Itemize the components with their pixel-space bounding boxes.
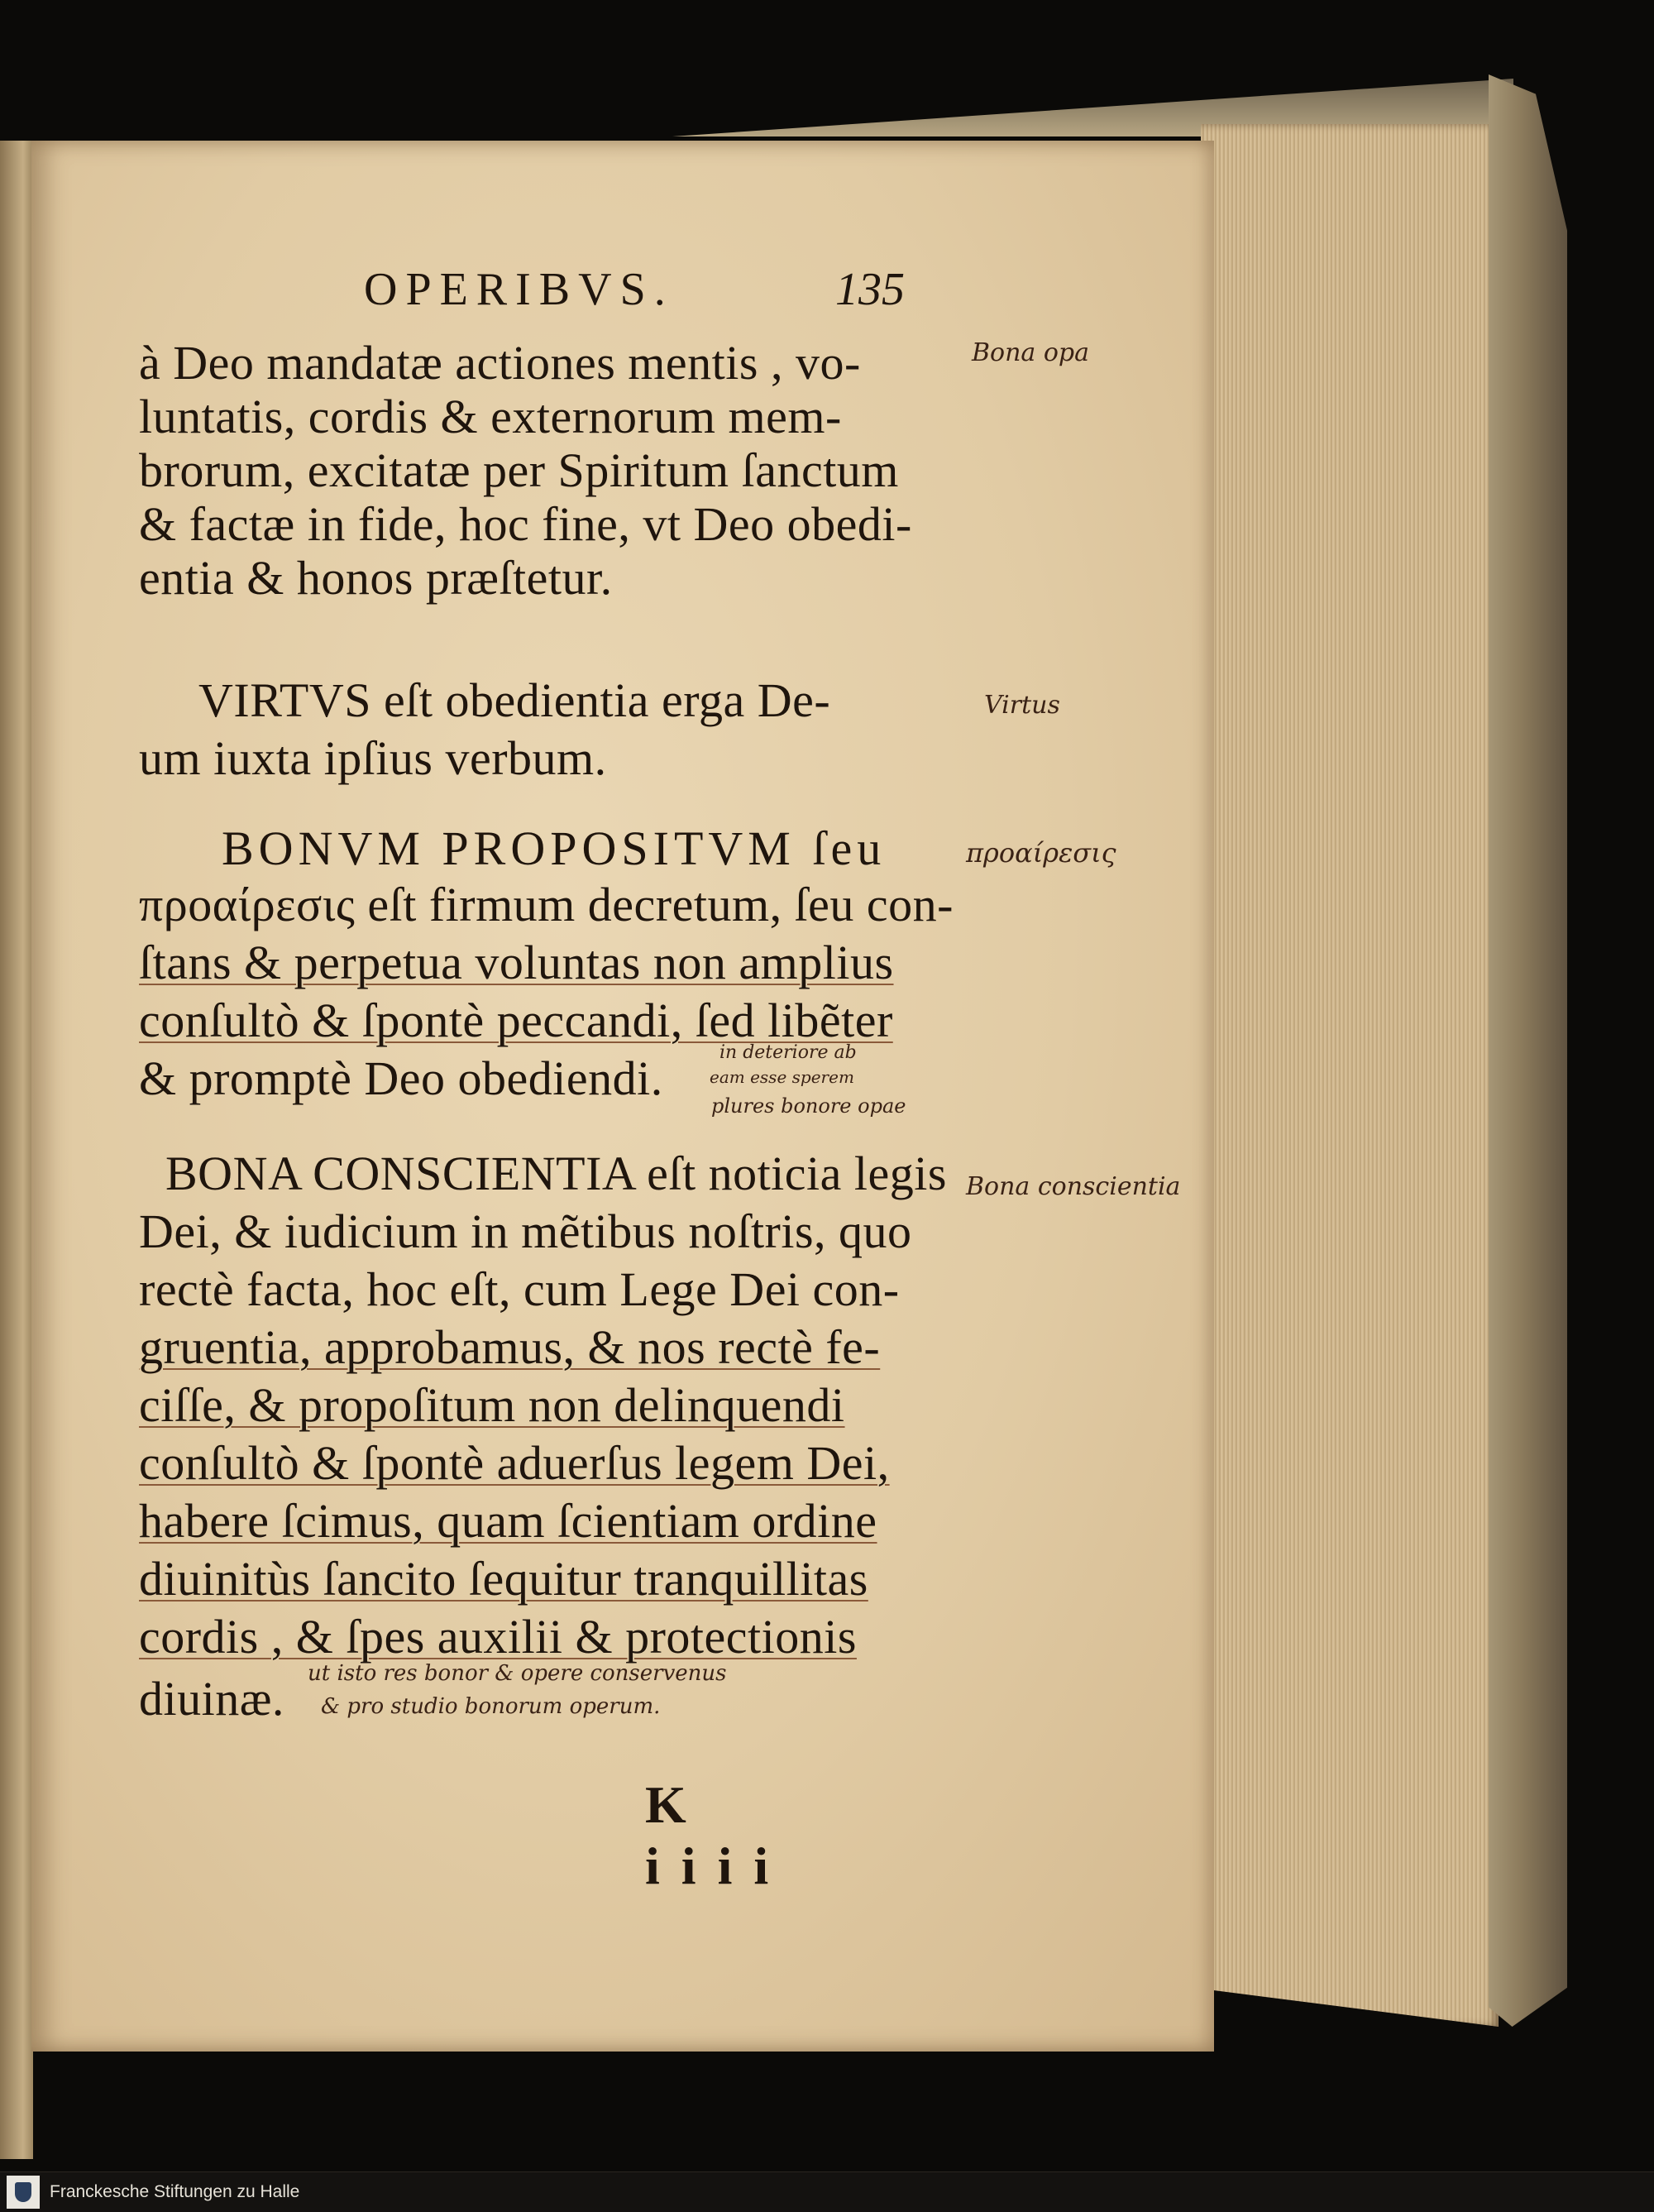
body-line: diuinæ. [139, 1672, 284, 1726]
body-line: conſultò & ſpontè aduerſus legem Dei, [139, 1436, 890, 1490]
body-line: diuinitùs ſancito ſequitur tranquillitas [139, 1552, 868, 1606]
body-line: & factæ in fide, hoc fine, vt Deo obedi- [139, 497, 912, 551]
body-line: cordis , & ſpes auxilii & protectionis [139, 1610, 857, 1664]
page-number: 135 [835, 264, 905, 315]
footer-bar [0, 2171, 1654, 2212]
book-cover-right [1489, 74, 1567, 2027]
body-line: gruentia, approbamus, & nos rectè fe- [139, 1320, 881, 1374]
definition-heading-line: VIRTVS eſt obedientia erga De- [198, 673, 831, 727]
marginal-note: προαίρεσις [966, 837, 1116, 869]
signature-mark: K iiii [645, 1775, 791, 1895]
running-head: OPERIBVS. [364, 264, 674, 315]
body-line: ciſſe, & propoſitum non delinquendi [139, 1378, 845, 1432]
body-line: habere ſcimus, quam ſcientiam ordine [139, 1494, 877, 1548]
body-line: rectè facta, hoc eſt, cum Lege Dei con- [139, 1262, 900, 1316]
marginal-note: Bona opa [972, 338, 1090, 367]
handwritten-addition: plures bonore opae [711, 1094, 906, 1118]
body-line: brorum, excitatæ per Spiritum ſanctum [139, 443, 899, 497]
marginal-note: Virtus [984, 691, 1060, 720]
body-line: um iuxta ipſius verbum. [139, 731, 607, 785]
handwritten-addition: ut isto res bonor & opere conservenus [308, 1661, 727, 1686]
body-line: entia & honos præſtetur. [139, 551, 613, 605]
institution-logo-icon [7, 2176, 40, 2209]
body-line: Dei, & iudicium in mẽtibus noſtris, quo [139, 1204, 912, 1258]
body-line: προαίρεσις eſt firmum decretum, ſeu con- [139, 878, 954, 931]
page-block-edges [1201, 124, 1499, 2027]
marginal-note: Bona conscientia [966, 1172, 1181, 1201]
footer-credit: Franckesche Stiftungen zu Halle [50, 2182, 300, 2201]
body-line: à Deo mandatæ actiones mentis , vo- [139, 336, 861, 390]
body-line: conſultò & ſpontè peccandi, ſed libẽter [139, 993, 893, 1047]
handwritten-addition: eam esse sperem [710, 1067, 854, 1087]
definition-heading-line: BONVM PROPOSITVM ſeu [222, 821, 887, 875]
body-line: ſtans & perpetua voluntas non amplius [139, 936, 894, 989]
body-line: luntatis, cordis & externorum mem- [139, 390, 842, 443]
definition-heading-line: BONA CONSCIENTIA eſt noticia legis [165, 1147, 947, 1200]
handwritten-addition: & pro studio bonorum operum. [321, 1694, 661, 1719]
handwritten-addition: in deteriore ab [719, 1042, 857, 1063]
facing-page-edge [0, 141, 33, 2159]
body-line: & promptè Deo obediendi. [139, 1051, 663, 1105]
